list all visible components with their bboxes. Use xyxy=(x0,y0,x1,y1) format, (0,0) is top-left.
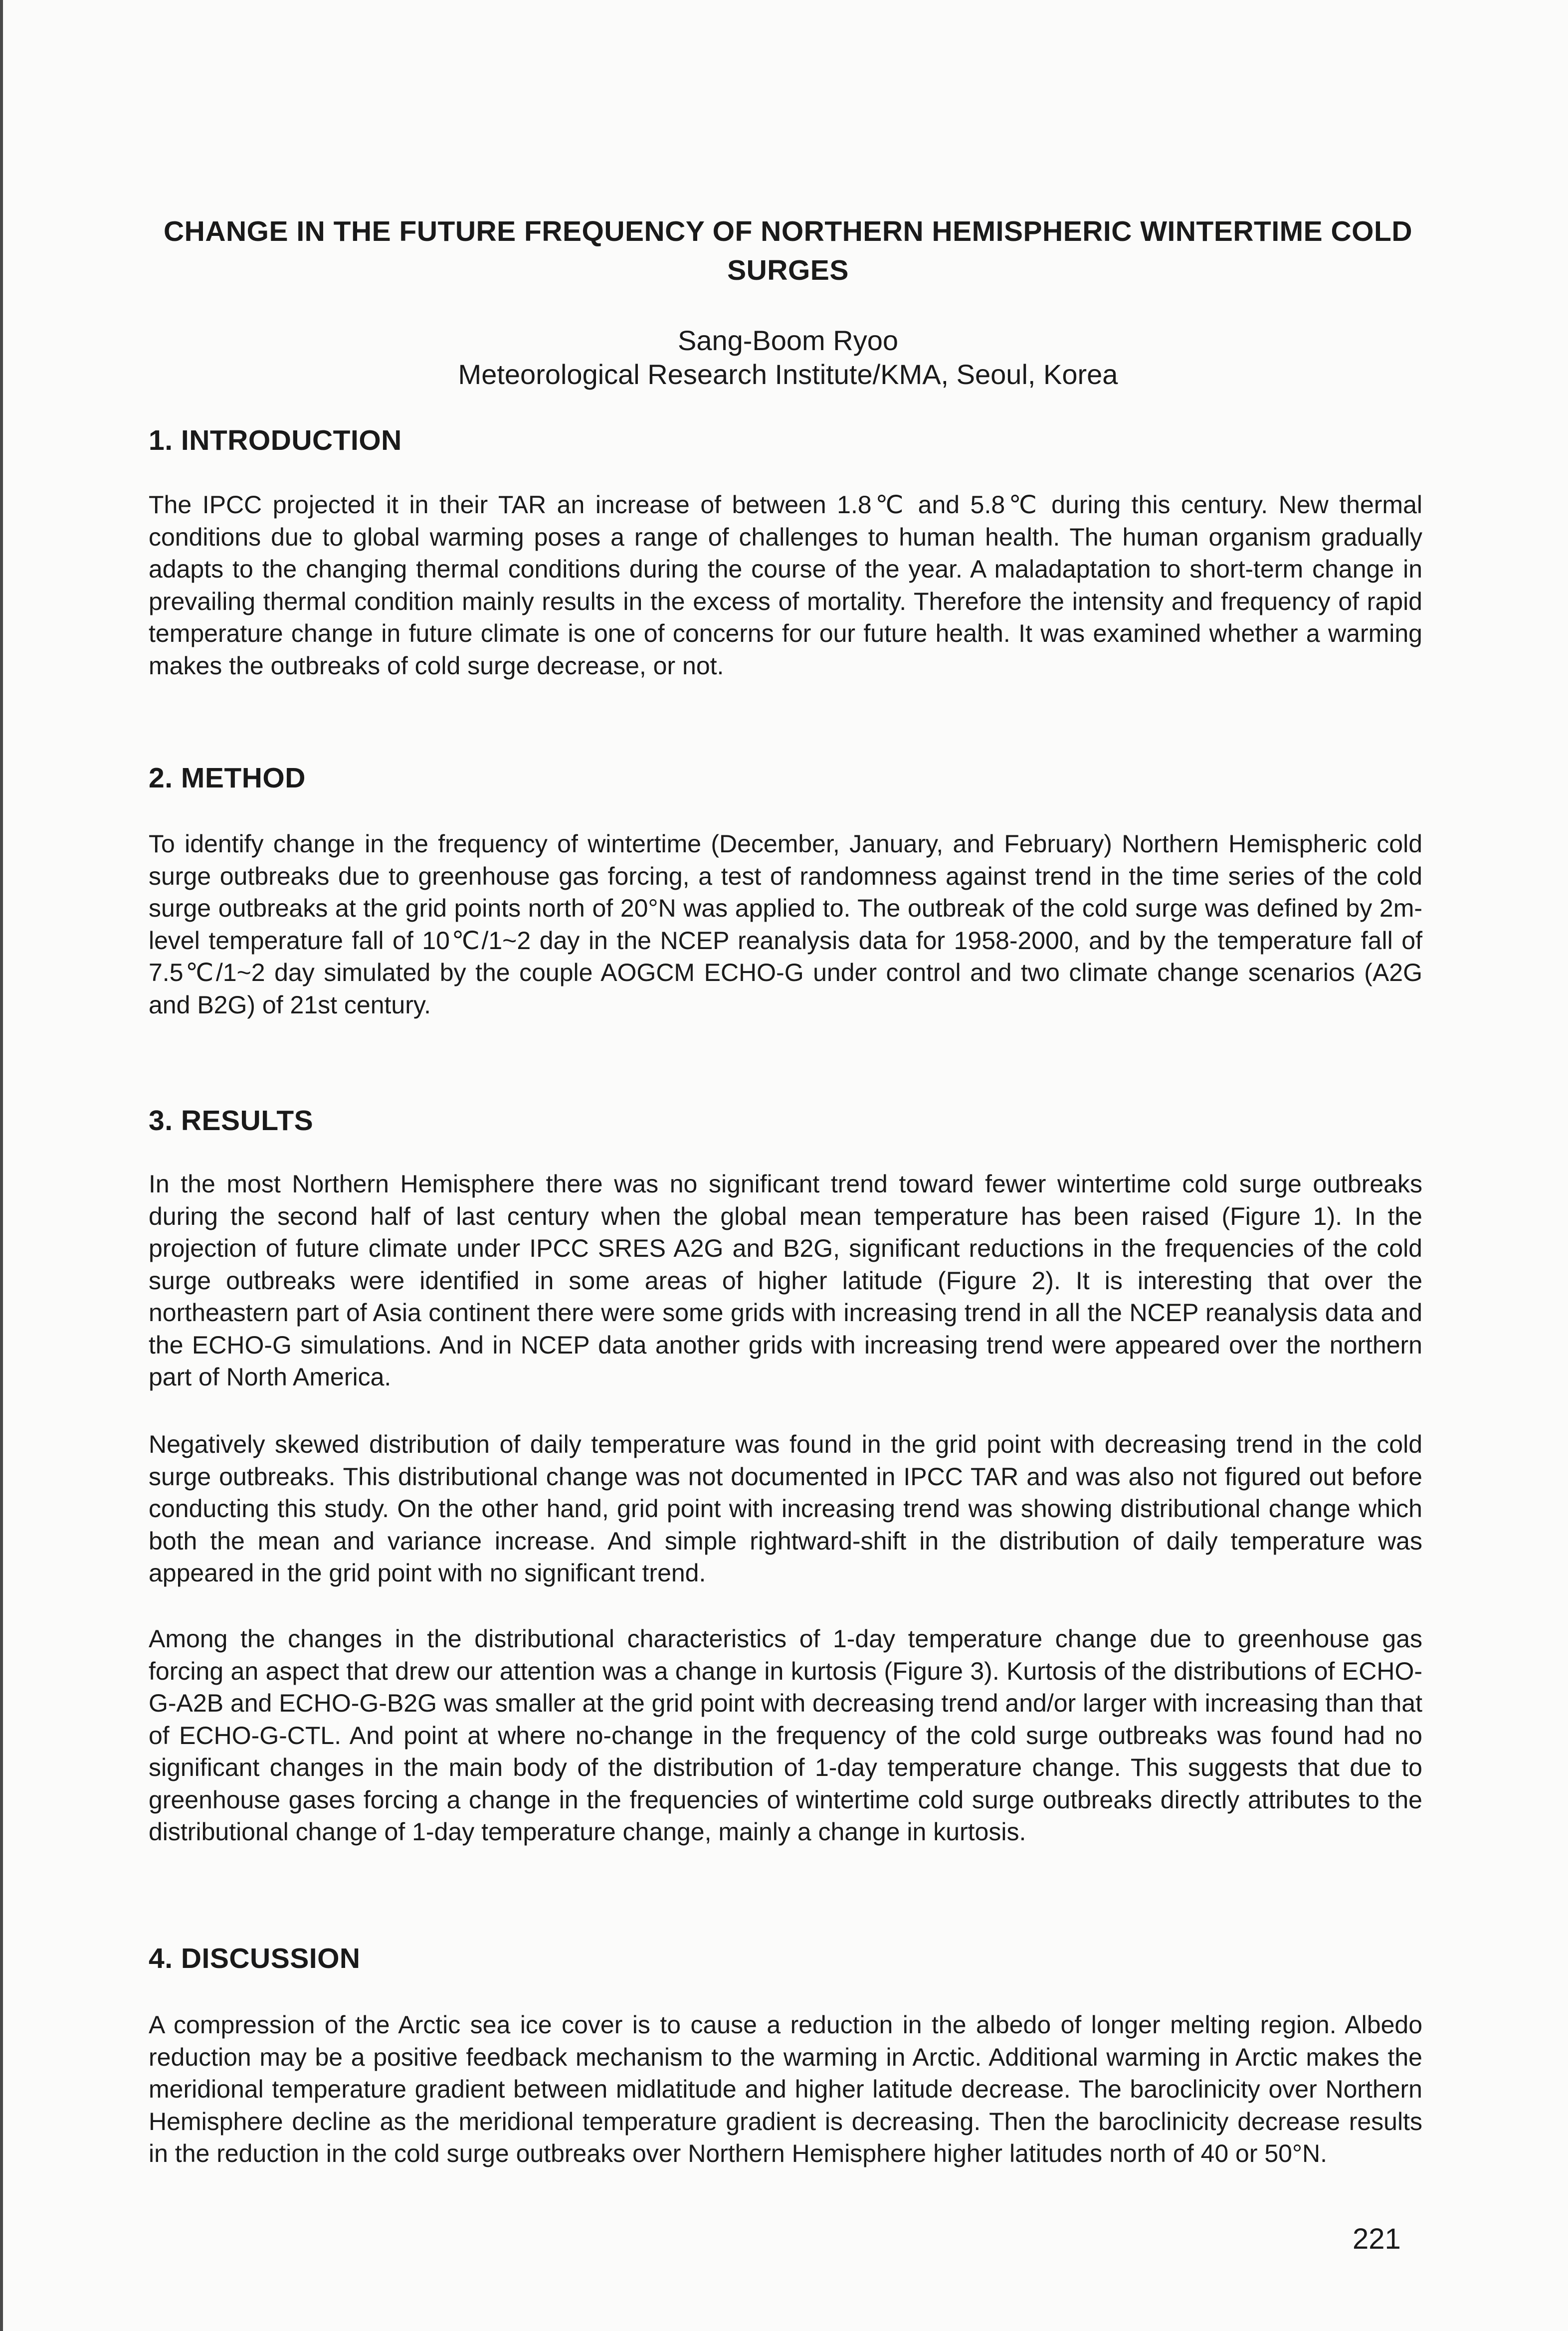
results-paragraph-1: In the most Northern Hemisphere there was no significant trend toward fewer wintertime cold surge outbreaks during the second half of last century when the global mean temperature has been raised (Figure 1). In the projection of future climate under IPCC SRES A2G and B2G, significant reductions in the frequencies of the cold surge outbreaks were identified in some areas of higher latitude (Figure 2). It is interesting that over the northeastern part of Asia continent there were some grids with increasing trend in all the NCEP reanalysis data and the ECHO-G simulations. And in NCEP data another grids with increasing trend were appeared over the northern part of North America. xyxy=(149,1170,1422,1391)
discussion-paragraph: A compression of the Arctic sea ice cover is to cause a reduction in the albedo of longer melting region. Albedo reduction may be a positive feedback mechanism to the warming in Arctic. Additional warming in Arctic makes the meridional temperature gradient between midlatitude and higher latitude decrease. The baroclinicity over Northern Hemisphere decline as the meridional temperature gradient is decreasing. Then the baroclinicity decrease results in the reduction in the cold surge outbreaks over Northern Hemisphere higher latitudes north of 40 or 50°N. xyxy=(149,2011,1422,2167)
results-paragraph-2: Negatively skewed distribution of daily temperature was found in the grid point with decreasing trend in the cold surge outbreaks. This distributional change was not documented in IPCC TAR and was also not figured out before conducting this study. On the other hand, grid point with increasing trend was showing distributional change which both the mean and variance increase. And simple rightward-shift in the distribution of daily temperature was appeared in the grid point with no significant trend. xyxy=(149,1430,1422,1587)
section-heading-method: 2. METHOD xyxy=(149,762,306,794)
section-heading-discussion: 4. DISCUSSION xyxy=(149,1942,361,1974)
scan-edge-shadow xyxy=(0,0,3,2331)
results-paragraph-3: Among the changes in the distributional characteristics of 1-day temperature change due to greenhouse gas forcing an aspect that drew our attention was a change in kurtosis (Figure 3). Kurtosis of the distributions of ECHO-G-A2B and ECHO-G-B2G was smaller at the grid point with decreasing trend and/or larger with increasing than that of ECHO-G-CTL. And point at where no-change in the frequency of the cold surge outbreaks was found had no significant changes in the main body of the distribution of 1-day temperature change. This suggests that due to greenhouse gases forcing a change in the frequencies of wintertime cold surge outbreaks directly attributes to the distributional change of 1-day temperature change, mainly a change in kurtosis. xyxy=(149,1625,1423,1846)
author-affiliation: Meteorological Research Institute/KMA, Seoul, Korea xyxy=(458,359,1118,390)
method-paragraph: To identify change in the frequency of wintertime (December, January, and February) Northern Hemispheric cold surge outbreaks due to greenhouse gas forcing, a test of randomness against trend in the time series of the cold surge outbreaks at the grid points north of 20°N was applied to. The outbreak of the cold surge was defined by 2m-level temperature fall of 10℃/1~2 day in the NCEP reanalysis data for 1958-2000, and by the temperature fall of 7.5℃/1~2 day simulated by the couple AOGCM ECHO-G under control and two climate change scenarios (A2G and B2G) of 21st century. xyxy=(149,830,1422,1019)
section-heading-results: 3. RESULTS xyxy=(149,1105,314,1137)
section-heading-introduction: 1. INTRODUCTION xyxy=(149,424,402,456)
paper-title: CHANGE IN THE FUTURE FREQUENCY OF NORTHERN HEMISPHERIC WINTERTIME COLD SURGES xyxy=(164,215,1412,286)
introduction-paragraph: The IPCC projected it in their TAR an increase of between 1.8℃ and 5.8℃ during this century. New thermal conditions due to global warming poses a range of challenges to human health. The human organism gradually adapts to the changing thermal conditions during the course of the year. A maladaptation to short-term change in prevailing thermal condition mainly results in the excess of mortality. Therefore the intensity and frequency of rapid temperature change in future climate is one of concerns for our future health. It was examined whether a warming makes the outbreaks of cold surge decrease, or not. xyxy=(149,491,1422,680)
author-name: Sang-Boom Ryoo xyxy=(677,325,898,356)
page-number: 221 xyxy=(1353,2223,1401,2255)
